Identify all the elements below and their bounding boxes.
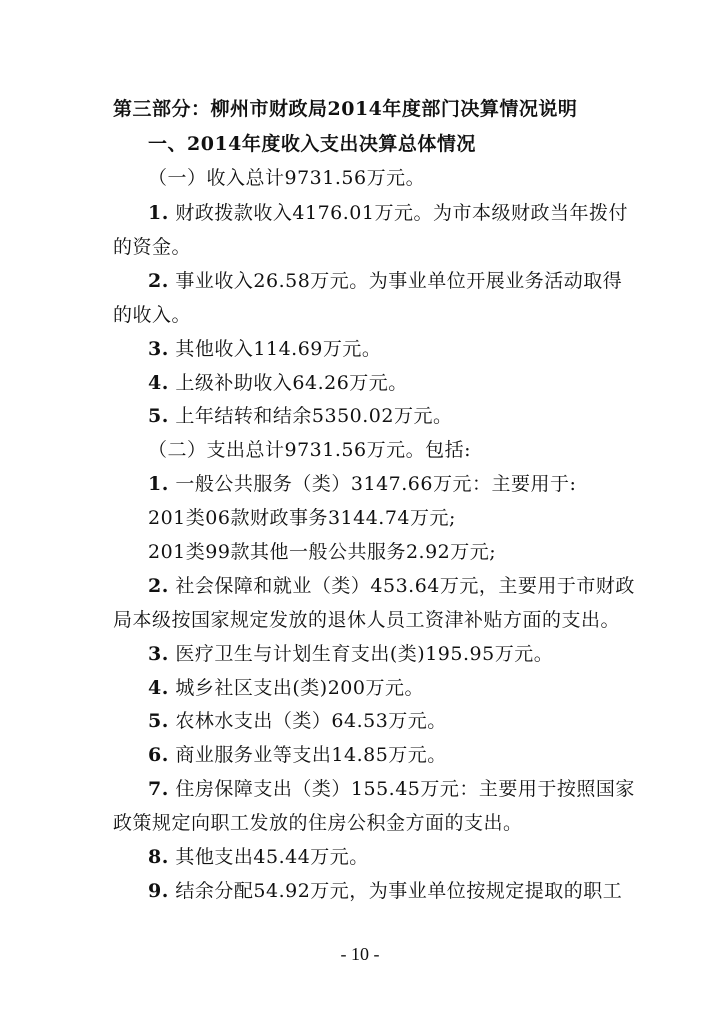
item-text: 上级补助收入64.26万元。 — [175, 372, 408, 394]
item-text: 医疗卫生与计划生育支出(类)195.95万元。 — [175, 643, 554, 665]
expense-item-8 — [148, 842, 720, 872]
item-text: 其他支出45.44万元。 — [175, 846, 369, 868]
expense-item-2 — [148, 571, 720, 601]
item-text: 商业服务业等支出14.85万元。 — [175, 744, 447, 766]
item-text: 结余分配54.92万元，为事业单位按规定提取的职工 — [175, 880, 623, 902]
item-number: 9. — [148, 880, 169, 902]
income-total: （一）收入总计9731.56万元。 — [148, 167, 426, 189]
item-text: 一般公共服务（类）3147.66万元：主要用于: — [175, 473, 577, 495]
item-number: 3. — [148, 643, 169, 665]
item-number: 8. — [148, 846, 169, 868]
expense-item-6 — [148, 740, 720, 770]
item-number: 4. — [148, 372, 169, 394]
expense-sub-1: 201类06款财政事务3144.74万元; — [148, 507, 456, 529]
expense-item-5 — [148, 706, 720, 736]
item-text: 上年结转和结余5350.02万元。 — [175, 405, 453, 427]
item-text: 财政拨款收入4176.01万元。为市本级财政当年拨付 — [175, 202, 628, 224]
expense-item-1 — [148, 469, 720, 499]
item-number: 1. — [148, 202, 169, 224]
page-number: - 10 - — [340, 944, 380, 964]
item-number: 4. — [148, 677, 169, 699]
item-number: 5. — [148, 710, 169, 732]
income-item-2 — [148, 266, 720, 296]
item-number: 7. — [148, 778, 169, 800]
item-text: 住房保障支出（类）155.45万元：主要用于按照国家 — [175, 778, 635, 800]
item-text: 农林水支出（类）64.53万元。 — [175, 710, 447, 732]
income-item-2-cont: 的收入。 — [113, 304, 192, 326]
item-number: 2. — [148, 270, 169, 292]
expense-item-3 — [148, 639, 720, 669]
item-number: 2. — [148, 575, 169, 597]
income-item-1 — [148, 198, 720, 228]
section-heading: 一、2014年度收入支出决算总体情况 — [148, 133, 476, 155]
expense-item-7 — [148, 774, 720, 804]
income-item-1-cont: 的资金。 — [113, 236, 192, 258]
item-text: 城乡社区支出(类)200万元。 — [175, 677, 424, 699]
expense-item-4 — [148, 673, 720, 703]
expense-item-7-cont: 政策规定向职工发放的住房公积金方面的支出。 — [113, 812, 523, 834]
item-number: 3. — [148, 338, 169, 360]
item-text: 其他收入114.69万元。 — [175, 338, 382, 360]
expense-sub-2: 201类99款其他一般公共服务2.92万元; — [148, 541, 497, 563]
expense-item-9 — [148, 876, 720, 906]
income-item-4 — [148, 368, 720, 398]
item-text: 社会保障和就业（类）453.64万元，主要用于市财政 — [175, 575, 635, 597]
expense-total: （二）支出总计9731.56万元。包括: — [148, 439, 471, 461]
document-title: 第三部分：柳州市财政局2014年度部门决算情况说明 — [113, 98, 578, 120]
expense-item-2-cont: 局本级按国家规定发放的退休人员工资津补贴方面的支出。 — [113, 609, 621, 631]
item-number: 6. — [148, 744, 169, 766]
income-item-3 — [148, 334, 720, 364]
item-number: 5. — [148, 405, 169, 427]
item-number: 1. — [148, 473, 169, 495]
item-text: 事业收入26.58万元。为事业单位开展业务活动取得 — [175, 270, 623, 292]
income-item-5 — [148, 401, 720, 431]
